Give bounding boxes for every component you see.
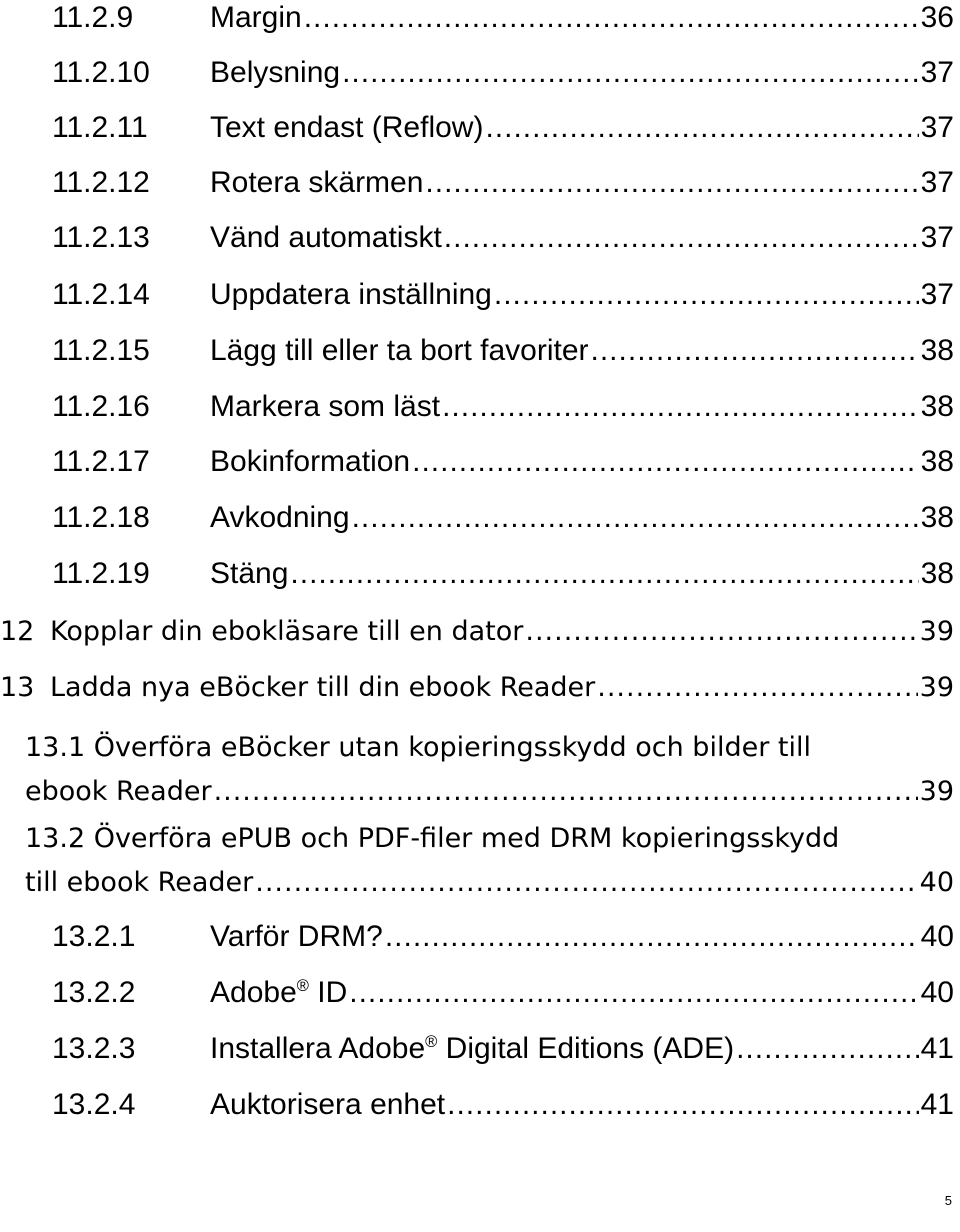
toc-entry-number: 13.2.1 [52,920,136,953]
toc-entry-page: 37 [920,166,954,199]
toc-entry-number: 13.2.4 [52,1088,136,1121]
toc-entry-title: Belysning [210,56,341,89]
toc-entry-page: 38 [920,445,954,478]
dot-leader [494,277,919,313]
toc-entry-title-line1: 13.2 Överföra ePUB och PDF-filer med DRM kopieringsskydd [25,823,840,854]
toc-entry-page: 37 [920,111,954,144]
dot-leader [385,919,919,955]
dot-leader [525,614,917,650]
registered-mark: ® [296,977,309,995]
dot-leader [485,110,918,146]
toc-entry-page: 39 [919,776,954,807]
toc-entry-page: 41 [920,1088,954,1121]
dot-leader [352,500,919,536]
toc-entry-title: Installera Adobe® Digital Editions (ADE) [210,1032,735,1065]
registered-mark: ® [425,1033,438,1051]
toc-entry-number: 12 [0,616,35,647]
toc-entry-page: 40 [920,976,954,1009]
toc-entry-page: 40 [919,867,954,898]
toc-entry-title: Bokinformation [210,445,411,478]
dot-leader [597,670,917,706]
toc-entry-number: 13 [0,672,35,703]
toc-entry-title: Markera som läst [210,390,441,423]
dot-leader [255,861,917,905]
dot-leader [736,1031,919,1067]
toc-entry-title: Margin [210,1,302,34]
toc-entry-number: 11.2.16 [52,390,150,423]
dot-leader [214,770,918,814]
toc-entry-page: 38 [920,501,954,534]
dot-leader [349,975,918,1011]
toc-entry-title: Lägg till eller ta bort favoriter [210,334,589,367]
toc-entry-number: 11.2.17 [52,445,150,478]
toc-entry-page: 40 [920,920,954,953]
toc-entry-number: 13.2.3 [52,1032,136,1065]
toc-entry-page: 41 [920,1032,954,1065]
toc-entry-page: 39 [919,672,954,703]
toc-entry-title: Ladda nya eBöcker till din ebook Reader [50,672,596,703]
toc-entry-title: Kopplar din ebokläsare till en dator [50,616,524,647]
toc-entry-number: 11.2.11 [52,111,148,144]
toc-entry-page: 39 [919,616,954,647]
page-number: 5 [944,1193,952,1208]
toc-entry-number: 11.2.19 [52,557,150,590]
toc-entry-title: Uppdatera inställning [210,278,492,311]
toc-entry-page: 38 [920,557,954,590]
toc-entry-number: 11.2.15 [52,334,150,367]
dot-leader [412,444,919,480]
dot-leader [591,333,919,369]
dot-leader [447,1087,918,1123]
toc-entry-page: 38 [920,334,954,367]
toc-entry-title: Avkodning [210,501,350,534]
toc-entry-title: Varför DRM? [210,920,383,953]
toc-entry-page: 37 [920,56,954,89]
toc-entry-number: 11.2.9 [52,1,134,34]
toc-entry-number: 11.2.14 [52,278,150,311]
toc-entry-title: Text endast (Reflow) [210,111,484,144]
toc-entry-title-line2: till ebook Reader [25,867,254,898]
dot-leader [442,389,919,425]
toc-entry-title-line2: ebook Reader [25,776,212,807]
toc-entry-page: 36 [920,1,954,34]
toc-entry-title-line1: 13.1 Överföra eBöcker utan kopieringsskydd och bilder till [25,732,811,763]
toc-entry-title: Adobe® ID [210,976,348,1009]
toc-entry-title: Vänd automatiskt [210,221,442,254]
toc-section-entry[interactable] [0,817,960,905]
dot-leader [425,165,918,201]
toc-entry-number: 13.2.2 [52,976,136,1009]
dot-leader [290,556,918,592]
toc-entry-number: 11.2.12 [52,166,150,199]
toc-entry-page: 37 [920,278,954,311]
toc-entry-title: Rotera skärmen [210,166,424,199]
toc-entry-title: Auktorisera enhet [210,1088,446,1121]
toc-section-entry[interactable] [0,726,960,814]
toc-entry-number: 11.2.18 [52,501,150,534]
dot-leader [342,55,919,91]
toc-entry-page: 37 [920,221,954,254]
toc-entry-page: 38 [920,390,954,423]
toc-entry-number: 11.2.13 [52,221,150,254]
dot-leader [444,220,919,256]
dot-leader [304,0,919,36]
toc-entry-title: Stäng [210,557,289,590]
toc-entry-number: 11.2.10 [52,56,150,89]
